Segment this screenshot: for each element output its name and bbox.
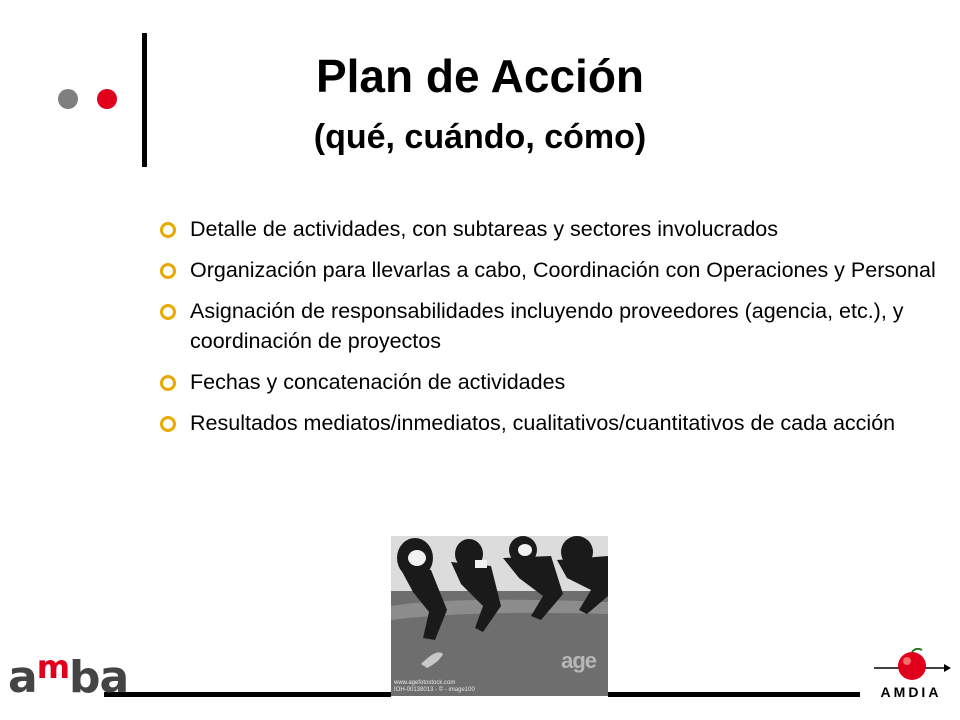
bullet-list [160, 214, 940, 449]
footer-rule-left [104, 692, 391, 697]
football-photo [391, 536, 608, 696]
amdia-wordmark: AMDIA [880, 684, 942, 700]
slide-subtitle: (qué, cuándo, cómo) [313, 118, 647, 156]
bullet-item [160, 408, 940, 438]
bullet-text: Asignación de responsabilidades incluyendo proveedores (agencia, etc.), y coordinación de proyectos [190, 299, 904, 353]
footer-rule-right [608, 692, 860, 697]
bullet-text: Organización para llevarlas a cabo, Coordinación con Operaciones y Personal [190, 258, 936, 282]
decor-dot-gray [58, 89, 78, 109]
bullet-ring-icon [160, 222, 176, 238]
decor-dot-red [97, 89, 117, 109]
bullet-text: Fechas y concatenación de actividades [190, 370, 566, 394]
bullet-ring-icon [160, 304, 176, 320]
slide-title: Plan de Acción [315, 50, 645, 102]
bullet-item [160, 296, 940, 356]
decor-vertical-bar [142, 33, 147, 167]
photo-credit-line2: IOH-00138013 - © - image100 [394, 687, 475, 693]
bullet-ring-icon [160, 375, 176, 391]
amdia-apple-logo [872, 648, 952, 682]
bullet-text: Resultados mediatos/inmediatos, cualitativos/cuantitativos de cada acción [190, 411, 896, 435]
bullet-item [160, 255, 940, 285]
bullet-ring-icon [160, 416, 176, 432]
bullet-item [160, 214, 940, 244]
photo-credit [394, 680, 475, 694]
photo-watermark: age [561, 648, 596, 673]
bullet-item [160, 367, 940, 397]
amba-logo: $a^mba$ [8, 648, 129, 703]
photo-credit-line1: www.agefotostock.com [394, 680, 456, 686]
bullet-text: Detalle de actividades, con subtareas y sectores involucrados [190, 217, 778, 241]
bullet-ring-icon [160, 263, 176, 279]
